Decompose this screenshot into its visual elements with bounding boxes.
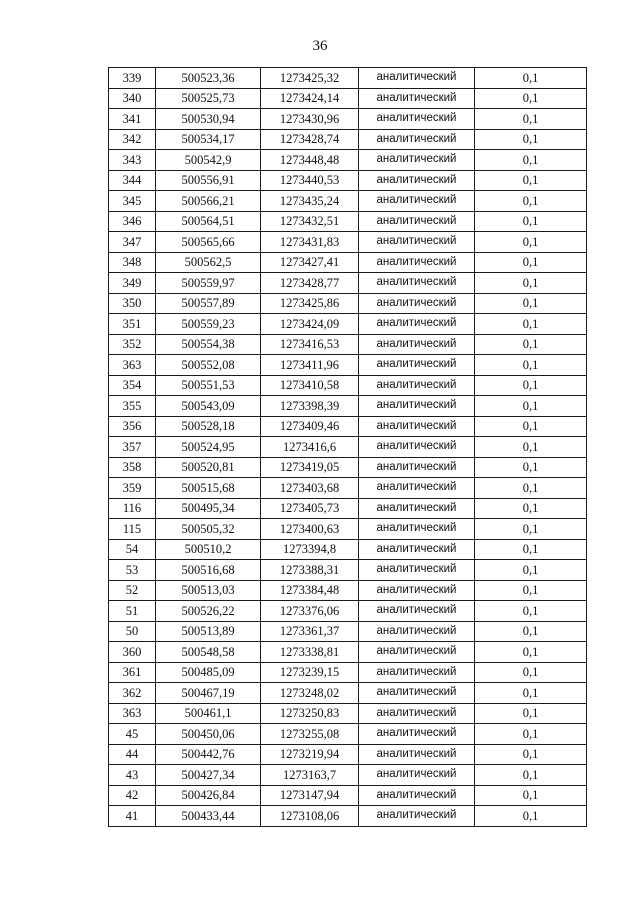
table-row (109, 88, 587, 109)
x-coordinate-cell: 500461,1 (156, 703, 261, 724)
y-coordinate-cell: 1273361,37 (261, 621, 359, 642)
y-coordinate-cell: 1273403,68 (261, 478, 359, 499)
x-coordinate-cell: 500524,95 (156, 437, 261, 458)
coordinates-table-body (109, 68, 587, 827)
method-cell: аналитический (359, 560, 475, 581)
point-number-cell: 115 (109, 519, 156, 540)
method-cell: аналитический (359, 744, 475, 765)
table-row (109, 334, 587, 355)
x-coordinate-cell: 500505,32 (156, 519, 261, 540)
method-cell: аналитический (359, 724, 475, 745)
method-cell: аналитический (359, 601, 475, 622)
y-coordinate-cell: 1273431,83 (261, 232, 359, 253)
accuracy-cell: 0,1 (475, 785, 587, 806)
y-coordinate-cell: 1273448,48 (261, 150, 359, 171)
x-coordinate-cell: 500495,34 (156, 498, 261, 519)
table-row (109, 539, 587, 560)
point-number-cell: 363 (109, 355, 156, 376)
point-number-cell: 45 (109, 724, 156, 745)
y-coordinate-cell: 1273108,06 (261, 806, 359, 827)
x-coordinate-cell: 500516,68 (156, 560, 261, 581)
x-coordinate-cell: 500559,23 (156, 314, 261, 335)
x-coordinate-cell: 500565,66 (156, 232, 261, 253)
method-cell: аналитический (359, 191, 475, 212)
accuracy-cell: 0,1 (475, 314, 587, 335)
y-coordinate-cell: 1273424,14 (261, 88, 359, 109)
method-cell: аналитический (359, 68, 475, 89)
point-number-cell: 350 (109, 293, 156, 314)
accuracy-cell: 0,1 (475, 683, 587, 704)
y-coordinate-cell: 1273430,96 (261, 109, 359, 130)
point-number-cell: 347 (109, 232, 156, 253)
accuracy-cell: 0,1 (475, 252, 587, 273)
point-number-cell: 363 (109, 703, 156, 724)
accuracy-cell: 0,1 (475, 109, 587, 130)
method-cell: аналитический (359, 396, 475, 417)
x-coordinate-cell: 500548,58 (156, 642, 261, 663)
x-coordinate-cell: 500523,36 (156, 68, 261, 89)
table-row (109, 580, 587, 601)
point-number-cell: 343 (109, 150, 156, 171)
accuracy-cell: 0,1 (475, 724, 587, 745)
y-coordinate-cell: 1273440,53 (261, 170, 359, 191)
point-number-cell: 358 (109, 457, 156, 478)
table-row (109, 498, 587, 519)
y-coordinate-cell: 1273248,02 (261, 683, 359, 704)
method-cell: аналитический (359, 806, 475, 827)
table-row (109, 68, 587, 89)
accuracy-cell: 0,1 (475, 498, 587, 519)
x-coordinate-cell: 500450,06 (156, 724, 261, 745)
point-number-cell: 361 (109, 662, 156, 683)
method-cell: аналитический (359, 498, 475, 519)
table-row (109, 683, 587, 704)
y-coordinate-cell: 1273409,46 (261, 416, 359, 437)
point-number-cell: 42 (109, 785, 156, 806)
accuracy-cell: 0,1 (475, 150, 587, 171)
x-coordinate-cell: 500551,53 (156, 375, 261, 396)
y-coordinate-cell: 1273239,15 (261, 662, 359, 683)
method-cell: аналитический (359, 211, 475, 232)
table-row (109, 765, 587, 786)
table-row (109, 396, 587, 417)
y-coordinate-cell: 1273416,6 (261, 437, 359, 458)
y-coordinate-cell: 1273398,39 (261, 396, 359, 417)
x-coordinate-cell: 500442,76 (156, 744, 261, 765)
point-number-cell: 345 (109, 191, 156, 212)
x-coordinate-cell: 500525,73 (156, 88, 261, 109)
accuracy-cell: 0,1 (475, 457, 587, 478)
y-coordinate-cell: 1273425,32 (261, 68, 359, 89)
method-cell: аналитический (359, 703, 475, 724)
point-number-cell: 339 (109, 68, 156, 89)
method-cell: аналитический (359, 416, 475, 437)
point-number-cell: 355 (109, 396, 156, 417)
x-coordinate-cell: 500528,18 (156, 416, 261, 437)
table-row (109, 314, 587, 335)
method-cell: аналитический (359, 683, 475, 704)
x-coordinate-cell: 500534,17 (156, 129, 261, 150)
table-row (109, 560, 587, 581)
point-number-cell: 360 (109, 642, 156, 663)
table-row (109, 150, 587, 171)
accuracy-cell: 0,1 (475, 703, 587, 724)
method-cell: аналитический (359, 621, 475, 642)
accuracy-cell: 0,1 (475, 191, 587, 212)
y-coordinate-cell: 1273400,63 (261, 519, 359, 540)
x-coordinate-cell: 500467,19 (156, 683, 261, 704)
method-cell: аналитический (359, 109, 475, 130)
point-number-cell: 53 (109, 560, 156, 581)
x-coordinate-cell: 500542,9 (156, 150, 261, 171)
y-coordinate-cell: 1273405,73 (261, 498, 359, 519)
table-row (109, 437, 587, 458)
method-cell: аналитический (359, 519, 475, 540)
x-coordinate-cell: 500513,89 (156, 621, 261, 642)
coordinates-table (108, 67, 587, 827)
table-row (109, 273, 587, 294)
accuracy-cell: 0,1 (475, 232, 587, 253)
y-coordinate-cell: 1273424,09 (261, 314, 359, 335)
method-cell: аналитический (359, 150, 475, 171)
table-row (109, 170, 587, 191)
point-number-cell: 348 (109, 252, 156, 273)
table-row (109, 293, 587, 314)
y-coordinate-cell: 1273376,06 (261, 601, 359, 622)
accuracy-cell: 0,1 (475, 375, 587, 396)
y-coordinate-cell: 1273411,96 (261, 355, 359, 376)
x-coordinate-cell: 500513,03 (156, 580, 261, 601)
table-row (109, 478, 587, 499)
table-row (109, 191, 587, 212)
method-cell: аналитический (359, 457, 475, 478)
accuracy-cell: 0,1 (475, 211, 587, 232)
accuracy-cell: 0,1 (475, 662, 587, 683)
method-cell: аналитический (359, 375, 475, 396)
method-cell: аналитический (359, 642, 475, 663)
y-coordinate-cell: 1273394,8 (261, 539, 359, 560)
accuracy-cell: 0,1 (475, 642, 587, 663)
y-coordinate-cell: 1273432,51 (261, 211, 359, 232)
accuracy-cell: 0,1 (475, 806, 587, 827)
table-row (109, 129, 587, 150)
method-cell: аналитический (359, 88, 475, 109)
point-number-cell: 344 (109, 170, 156, 191)
x-coordinate-cell: 500515,68 (156, 478, 261, 499)
table-row (109, 703, 587, 724)
accuracy-cell: 0,1 (475, 744, 587, 765)
accuracy-cell: 0,1 (475, 621, 587, 642)
x-coordinate-cell: 500566,21 (156, 191, 261, 212)
table-row (109, 457, 587, 478)
y-coordinate-cell: 1273419,05 (261, 457, 359, 478)
method-cell: аналитический (359, 334, 475, 355)
table-row (109, 621, 587, 642)
y-coordinate-cell: 1273250,83 (261, 703, 359, 724)
method-cell: аналитический (359, 785, 475, 806)
point-number-cell: 351 (109, 314, 156, 335)
x-coordinate-cell: 500520,81 (156, 457, 261, 478)
x-coordinate-cell: 500433,44 (156, 806, 261, 827)
y-coordinate-cell: 1273416,53 (261, 334, 359, 355)
method-cell: аналитический (359, 580, 475, 601)
point-number-cell: 52 (109, 580, 156, 601)
y-coordinate-cell: 1273410,58 (261, 375, 359, 396)
accuracy-cell: 0,1 (475, 416, 587, 437)
method-cell: аналитический (359, 252, 475, 273)
y-coordinate-cell: 1273427,41 (261, 252, 359, 273)
y-coordinate-cell: 1273338,81 (261, 642, 359, 663)
accuracy-cell: 0,1 (475, 601, 587, 622)
accuracy-cell: 0,1 (475, 129, 587, 150)
method-cell: аналитический (359, 437, 475, 458)
method-cell: аналитический (359, 478, 475, 499)
point-number-cell: 51 (109, 601, 156, 622)
accuracy-cell: 0,1 (475, 355, 587, 376)
point-number-cell: 359 (109, 478, 156, 499)
method-cell: аналитический (359, 170, 475, 191)
x-coordinate-cell: 500427,34 (156, 765, 261, 786)
point-number-cell: 41 (109, 806, 156, 827)
table-row (109, 375, 587, 396)
table-row (109, 785, 587, 806)
point-number-cell: 116 (109, 498, 156, 519)
y-coordinate-cell: 1273428,74 (261, 129, 359, 150)
accuracy-cell: 0,1 (475, 539, 587, 560)
accuracy-cell: 0,1 (475, 478, 587, 499)
point-number-cell: 356 (109, 416, 156, 437)
point-number-cell: 354 (109, 375, 156, 396)
x-coordinate-cell: 500554,38 (156, 334, 261, 355)
point-number-cell: 352 (109, 334, 156, 355)
method-cell: аналитический (359, 539, 475, 560)
point-number-cell: 43 (109, 765, 156, 786)
method-cell: аналитический (359, 293, 475, 314)
accuracy-cell: 0,1 (475, 170, 587, 191)
point-number-cell: 341 (109, 109, 156, 130)
x-coordinate-cell: 500562,5 (156, 252, 261, 273)
point-number-cell: 342 (109, 129, 156, 150)
method-cell: аналитический (359, 273, 475, 294)
method-cell: аналитический (359, 355, 475, 376)
x-coordinate-cell: 500543,09 (156, 396, 261, 417)
x-coordinate-cell: 500526,22 (156, 601, 261, 622)
table-row (109, 601, 587, 622)
y-coordinate-cell: 1273163,7 (261, 765, 359, 786)
table-row (109, 211, 587, 232)
table-row (109, 109, 587, 130)
accuracy-cell: 0,1 (475, 273, 587, 294)
accuracy-cell: 0,1 (475, 580, 587, 601)
x-coordinate-cell: 500510,2 (156, 539, 261, 560)
method-cell: аналитический (359, 662, 475, 683)
x-coordinate-cell: 500564,51 (156, 211, 261, 232)
table-row (109, 806, 587, 827)
point-number-cell: 357 (109, 437, 156, 458)
x-coordinate-cell: 500485,09 (156, 662, 261, 683)
accuracy-cell: 0,1 (475, 519, 587, 540)
table-row (109, 642, 587, 663)
y-coordinate-cell: 1273388,31 (261, 560, 359, 581)
table-row (109, 744, 587, 765)
table-row (109, 724, 587, 745)
x-coordinate-cell: 500559,97 (156, 273, 261, 294)
y-coordinate-cell: 1273255,08 (261, 724, 359, 745)
accuracy-cell: 0,1 (475, 437, 587, 458)
table-row (109, 662, 587, 683)
method-cell: аналитический (359, 765, 475, 786)
accuracy-cell: 0,1 (475, 334, 587, 355)
accuracy-cell: 0,1 (475, 88, 587, 109)
x-coordinate-cell: 500530,94 (156, 109, 261, 130)
y-coordinate-cell: 1273428,77 (261, 273, 359, 294)
accuracy-cell: 0,1 (475, 765, 587, 786)
table-row (109, 232, 587, 253)
table-row (109, 519, 587, 540)
table-row (109, 355, 587, 376)
y-coordinate-cell: 1273425,86 (261, 293, 359, 314)
point-number-cell: 54 (109, 539, 156, 560)
y-coordinate-cell: 1273219,94 (261, 744, 359, 765)
point-number-cell: 349 (109, 273, 156, 294)
method-cell: аналитический (359, 314, 475, 335)
accuracy-cell: 0,1 (475, 560, 587, 581)
x-coordinate-cell: 500556,91 (156, 170, 261, 191)
y-coordinate-cell: 1273147,94 (261, 785, 359, 806)
method-cell: аналитический (359, 232, 475, 253)
x-coordinate-cell: 500557,89 (156, 293, 261, 314)
accuracy-cell: 0,1 (475, 293, 587, 314)
accuracy-cell: 0,1 (475, 68, 587, 89)
y-coordinate-cell: 1273435,24 (261, 191, 359, 212)
point-number-cell: 346 (109, 211, 156, 232)
page-number: 36 (312, 38, 328, 54)
table-row (109, 252, 587, 273)
x-coordinate-cell: 500552,08 (156, 355, 261, 376)
point-number-cell: 50 (109, 621, 156, 642)
point-number-cell: 362 (109, 683, 156, 704)
y-coordinate-cell: 1273384,48 (261, 580, 359, 601)
point-number-cell: 340 (109, 88, 156, 109)
method-cell: аналитический (359, 129, 475, 150)
x-coordinate-cell: 500426,84 (156, 785, 261, 806)
accuracy-cell: 0,1 (475, 396, 587, 417)
table-row (109, 416, 587, 437)
point-number-cell: 44 (109, 744, 156, 765)
